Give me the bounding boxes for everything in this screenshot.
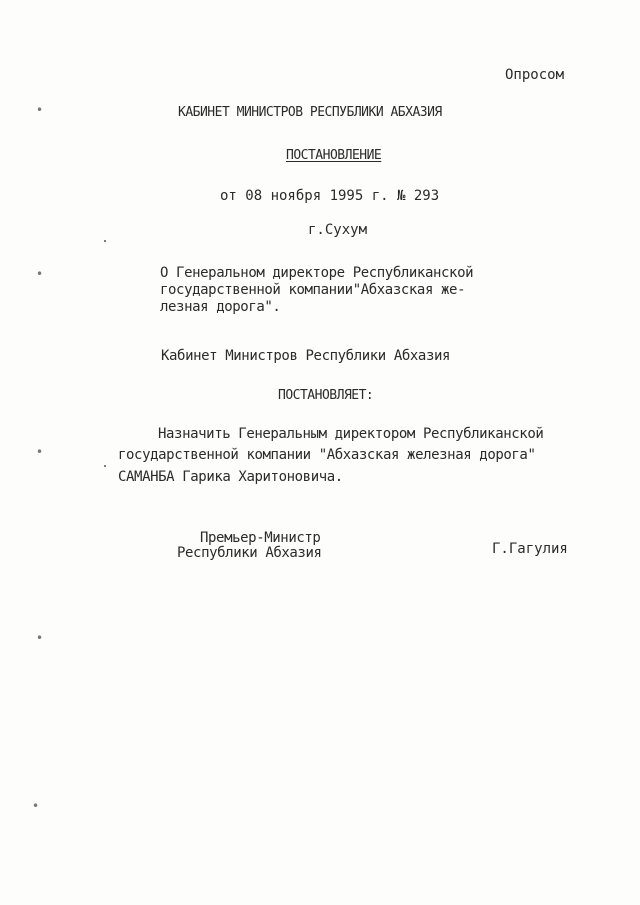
margin-mark-5: •: [32, 799, 40, 813]
signature-name: Г.Гагулия: [492, 541, 568, 557]
scan-speck-2: [104, 465, 106, 467]
scan-speck-1: [104, 240, 106, 242]
decree-word: ПОСТАНОВЛЯЕТ:: [278, 388, 374, 403]
margin-mark-3: •: [36, 445, 44, 459]
margin-mark-1: •: [36, 103, 44, 117]
body-line-1: Назначить Генеральным директором Республиканской: [158, 426, 544, 442]
margin-mark-4: •: [36, 631, 44, 645]
subject-line-1: О Генеральном директоре Республиканской: [160, 265, 474, 281]
subject-line-3: лезная дорога".: [160, 299, 281, 315]
signature-position-line-1: Премьер-Министр: [200, 530, 321, 546]
subject-line-2: государственной компании"Абхазская же-: [160, 282, 466, 298]
header-title: КАБИНЕТ МИНИСТРОВ РЕСПУБЛИКИ АБХАЗИЯ: [178, 105, 442, 120]
signature-position-line-2: Республики Абхазия: [177, 545, 322, 561]
top-right-note: Опросом: [505, 67, 565, 83]
margin-mark-2: •: [36, 267, 44, 281]
issuer: Кабинет Министров Республики Абхазия: [161, 348, 451, 364]
city: г.Сухум: [308, 222, 368, 238]
body-line-3: САМАНБА Гарика Харитоновича.: [118, 469, 343, 485]
date-line: от 08 ноября 1995 г. № 293: [220, 188, 440, 204]
doc-type: ПОСТАНОВЛЕНИЕ: [286, 148, 382, 163]
body-line-2: государственной компании "Абхазская железная дорога": [118, 447, 536, 463]
